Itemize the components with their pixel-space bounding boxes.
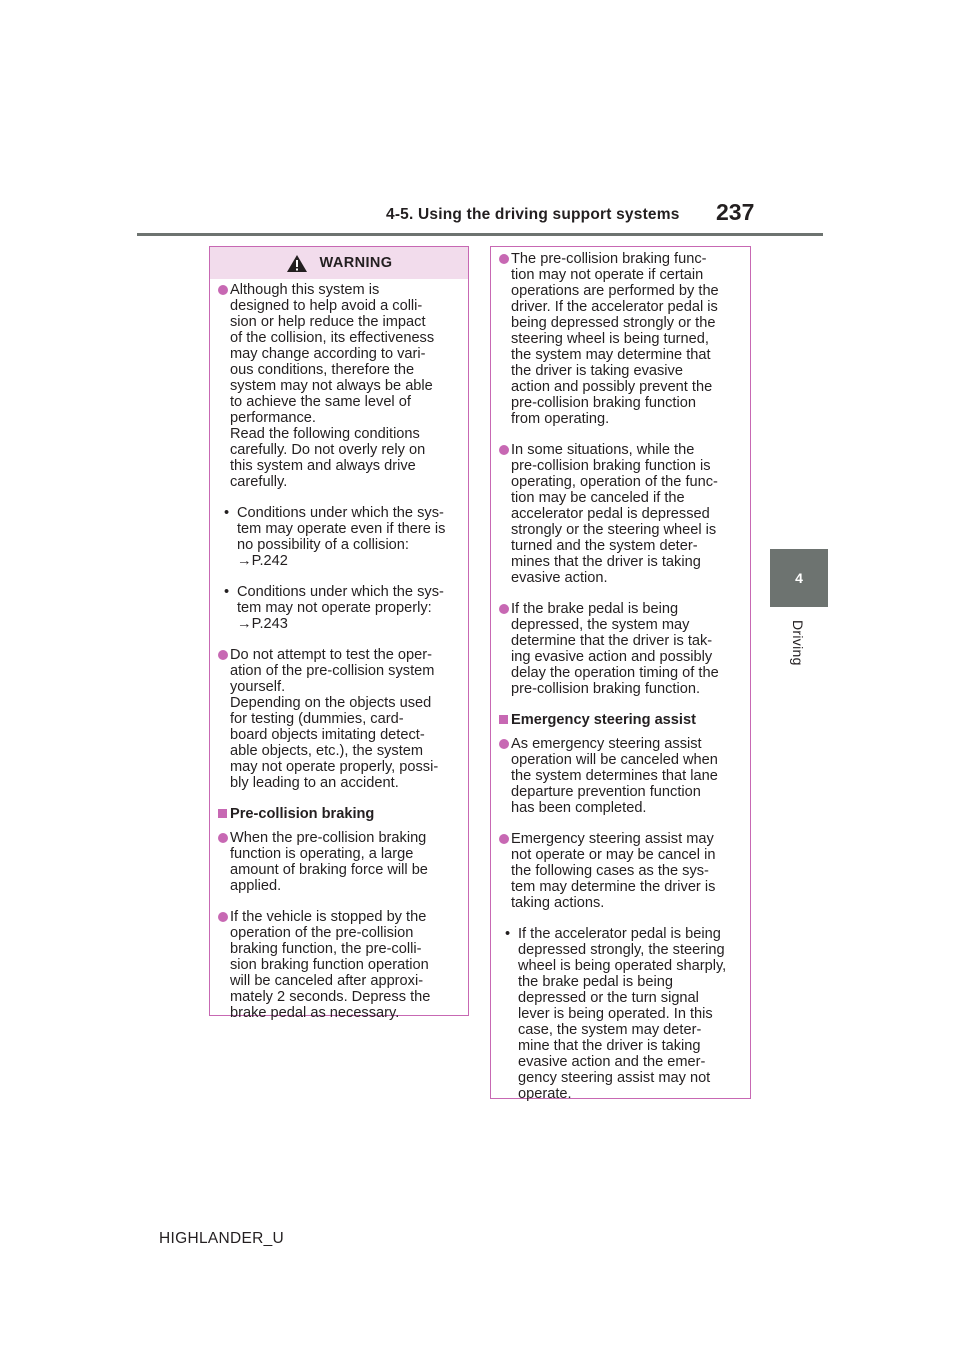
- sub-list-item: [499, 926, 742, 1102]
- warning-title: WARNING: [319, 255, 393, 271]
- bullet-small-icon: •: [224, 505, 230, 521]
- warning-box-left: [209, 246, 469, 1021]
- bullet-small-icon: •: [224, 584, 230, 600]
- chapter-label: Driving: [790, 620, 806, 666]
- section-title: 4-5. Using the driving support systems: [386, 206, 680, 223]
- list-item: [499, 601, 742, 697]
- list-item: [218, 830, 460, 894]
- item-text: Conditions under which the sys- tem may not operate properly: →P.243: [237, 584, 444, 632]
- subheading-text: Pre-collision braking: [230, 806, 375, 822]
- bullet-square-icon: [218, 809, 227, 818]
- bullet-dot-icon: [218, 833, 228, 843]
- bullet-small-icon: •: [505, 926, 511, 942]
- list-item: [218, 647, 460, 791]
- list-item: [499, 831, 742, 911]
- bullet-dot-icon: [499, 604, 509, 614]
- item-text: If the accelerator pedal is being depressed strongly, the steering wheel is being operated sharply, the brake pedal is being depressed or the turn signal lever is being operated. In this case, the system may deter- mine that the driver is taking evasive action and the emer- gency steering assist may not operate.: [518, 926, 727, 1102]
- item-text: Do not attempt to test the oper- ation of the pre-collision system yourself. Depending on the objects used for testing (dummies, card- board objects imitating detect- able objects, etc.), the system may not operate properly, possi- bly leading to an accident.: [230, 647, 439, 791]
- subheading-text: Emergency steering assist: [511, 712, 696, 728]
- item-text: The pre-collision braking func- tion may not operate if certain operations are performed by the driver. If the accelerator pedal is being depressed strongly or the steering wheel is being turned, the system may determine that the driver is taking evasive action and possibly prevent the pre-collision braking function from operating.: [511, 251, 719, 427]
- item-text: If the vehicle is stopped by the operation of the pre-collision braking function, the pre-colli- sion braking function operation will be canceled after approxi- mately 2 seconds. Depress the brake pedal as necessary.: [230, 909, 431, 1021]
- warning-box-right: [490, 246, 751, 1102]
- page-number: 237: [716, 199, 755, 225]
- bullet-dot-icon: [218, 912, 228, 922]
- sub-list-item: [218, 505, 460, 569]
- chapter-number: 4: [795, 570, 803, 586]
- bullet-square-icon: [499, 715, 508, 724]
- item-text: Although this system is designed to help avoid a colli- sion or help reduce the impact of the collision, its effectiveness may change according to vari- ous conditions, therefore the system may not always be able to achieve the same level of performance. Read the following conditions carefully. Do not overly rely on this system and always drive carefully.: [230, 282, 435, 490]
- list-item: [218, 909, 460, 1021]
- bullet-dot-icon: [218, 650, 228, 660]
- sub-list-item: [218, 584, 460, 632]
- list-item: [499, 736, 742, 816]
- item-text: Emergency steering assist may not operate or may be cancel in the following cases as the sys- tem may determine the driver is taking actions.: [511, 831, 716, 911]
- item-text: When the pre-collision braking function is operating, a large amount of braking force will be applied.: [230, 830, 428, 894]
- footer-model-code: HIGHLANDER_U: [159, 1230, 285, 1247]
- item-text: As emergency steering assist operation will be canceled when the system determines that lane departure prevention function has been completed.: [511, 736, 718, 816]
- list-item: [499, 251, 742, 427]
- list-item: [499, 442, 742, 586]
- list-item: [218, 282, 460, 490]
- chapter-tab: [770, 549, 828, 607]
- item-text: In some situations, while the pre-collision braking function is operating, operation of the func- tion may be canceled if the accelerator pedal is depressed strongly or the steering wheel is turned and the system deter- mines that the driver is taking evasive action.: [511, 442, 718, 586]
- subheading: [499, 712, 742, 728]
- bullet-dot-icon: [499, 739, 509, 749]
- bullet-dot-icon: [499, 445, 509, 455]
- header-divider: [137, 233, 823, 236]
- bullet-dot-icon: [499, 834, 509, 844]
- bullet-dot-icon: [499, 254, 509, 264]
- subheading: [218, 806, 460, 822]
- warning-header: [210, 247, 468, 279]
- item-text: Conditions under which the sys- tem may operate even if there is no possibility of a collision: →P.242: [237, 505, 446, 569]
- warning-triangle-icon: [286, 254, 308, 273]
- item-text: If the brake pedal is being depressed, the system may determine that the driver is tak- ing evasive action and possibly delay the operation timing of the pre-collision braking function.: [511, 601, 719, 697]
- bullet-dot-icon: [218, 285, 228, 295]
